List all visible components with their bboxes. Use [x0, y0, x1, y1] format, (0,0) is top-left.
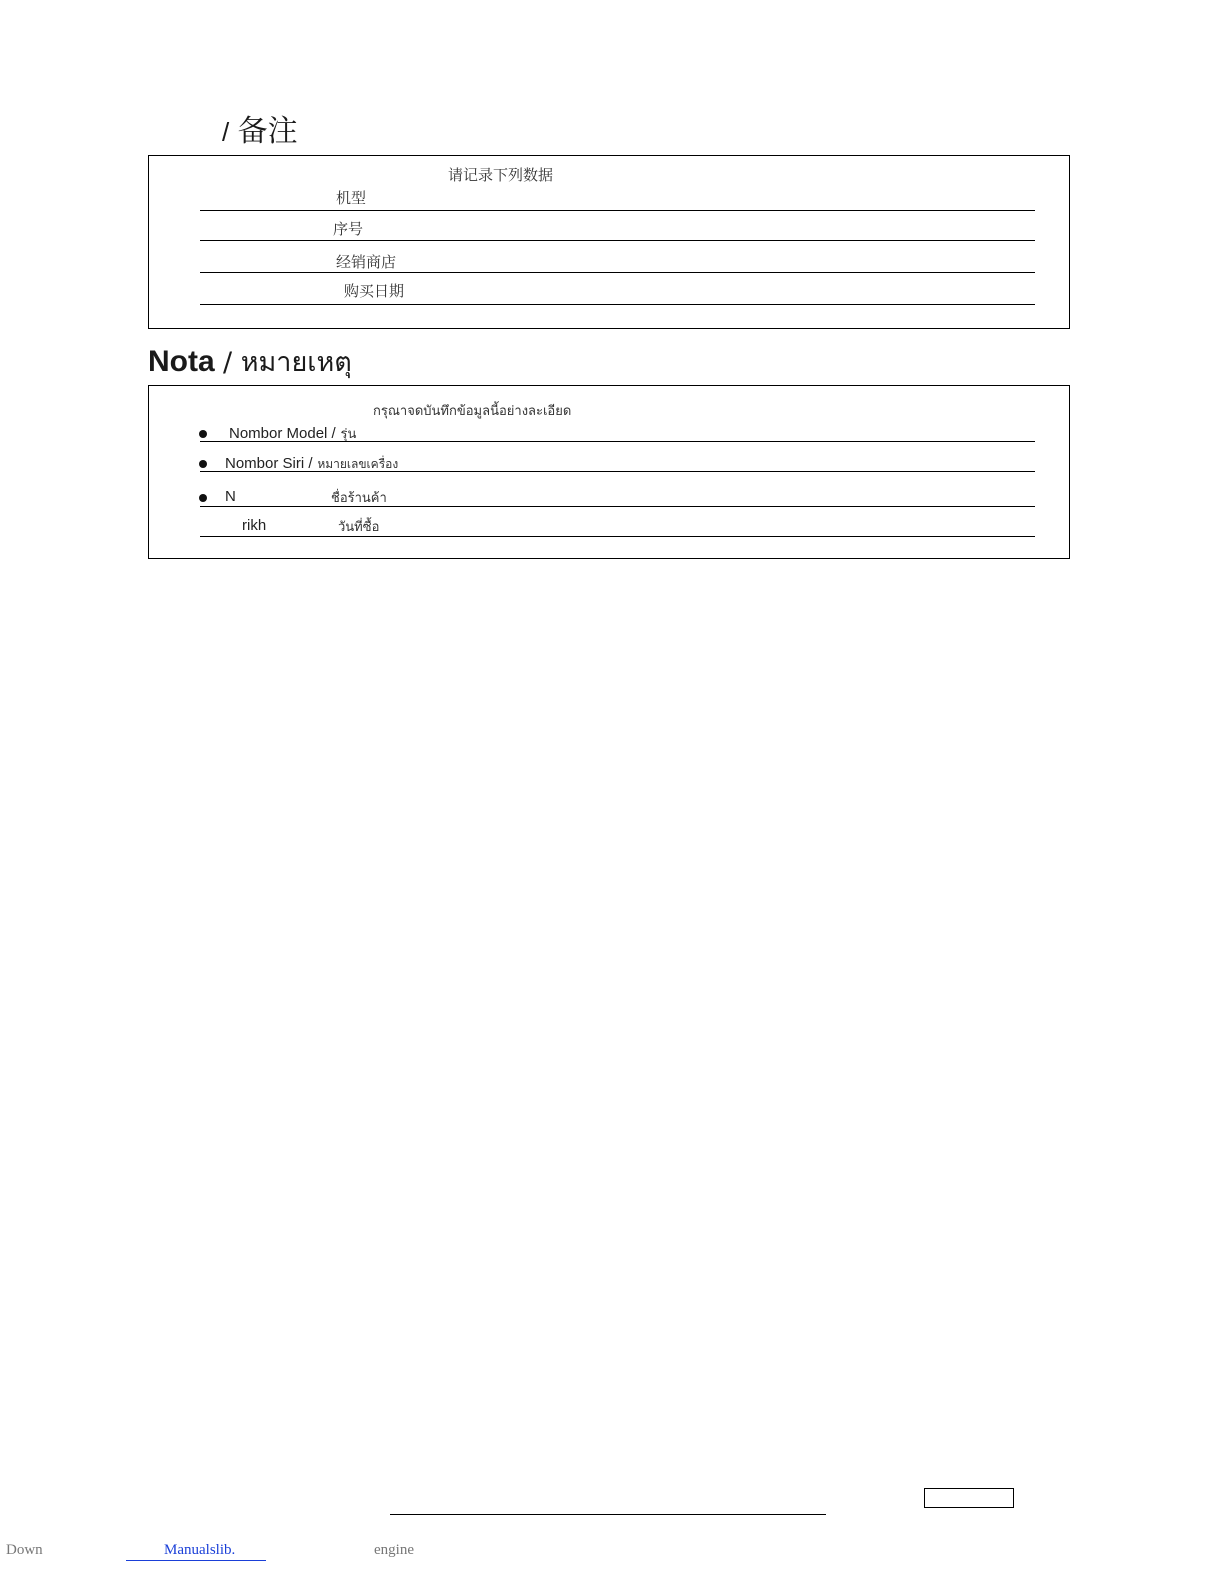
heading-title-th: / หมายเหตุ [223, 347, 352, 378]
field-label-model-cn: 机型 [336, 189, 367, 207]
heading-slash: / [222, 117, 230, 147]
field-label-latin: N [225, 488, 236, 505]
instruction-th: กรุณาจดบันทึกข้อมูลนี้อย่างละเอียด [373, 404, 572, 419]
bullet-icon [199, 430, 207, 438]
field-line-date-th[interactable] [200, 536, 1035, 537]
field-line-serial-th[interactable] [200, 471, 1035, 472]
bullet-icon [199, 494, 207, 502]
footer-engine-text: engine [374, 1542, 414, 1558]
bullet-icon [199, 460, 207, 468]
field-label-latin: Nombor Model / [229, 425, 336, 442]
field-line-serial-cn[interactable] [200, 240, 1035, 241]
manualslib-link[interactable]: Manualslib. [164, 1542, 236, 1558]
field-line-dealer-cn[interactable] [200, 272, 1035, 273]
field-label-latin: rikh [242, 517, 267, 534]
notes-box-cn [148, 155, 1070, 329]
page-number-box [924, 1488, 1014, 1508]
footer-rule [390, 1514, 826, 1515]
field-label-serial-cn: 序号 [333, 220, 364, 238]
field-line-date-cn[interactable] [200, 304, 1035, 305]
notes-heading-cn [222, 106, 298, 150]
field-line-model-cn[interactable] [200, 210, 1035, 211]
instruction-cn: 请记录下列数据 [448, 166, 554, 184]
heading-title-cn: 备注 [237, 114, 298, 149]
field-line-model-th[interactable] [200, 441, 1035, 442]
field-label-date-cn: 购买日期 [344, 282, 405, 300]
field-label-thai: หมายเลขเครื่อง [317, 457, 399, 471]
footer-down-text: Down [6, 1542, 43, 1558]
notes-heading-th [148, 340, 352, 383]
field-label-thai: รุ่น [340, 427, 357, 442]
field-line-dealer-th[interactable] [200, 506, 1035, 507]
heading-nota: Nota [148, 345, 215, 378]
field-label-thai: วันที่ซื้อ [338, 520, 380, 535]
field-label-latin: Nombor Siri / [225, 455, 313, 472]
field-label-dealer-cn: 经销商店 [336, 253, 397, 271]
field-label-thai: ชื่อร้านค้า [331, 491, 387, 506]
